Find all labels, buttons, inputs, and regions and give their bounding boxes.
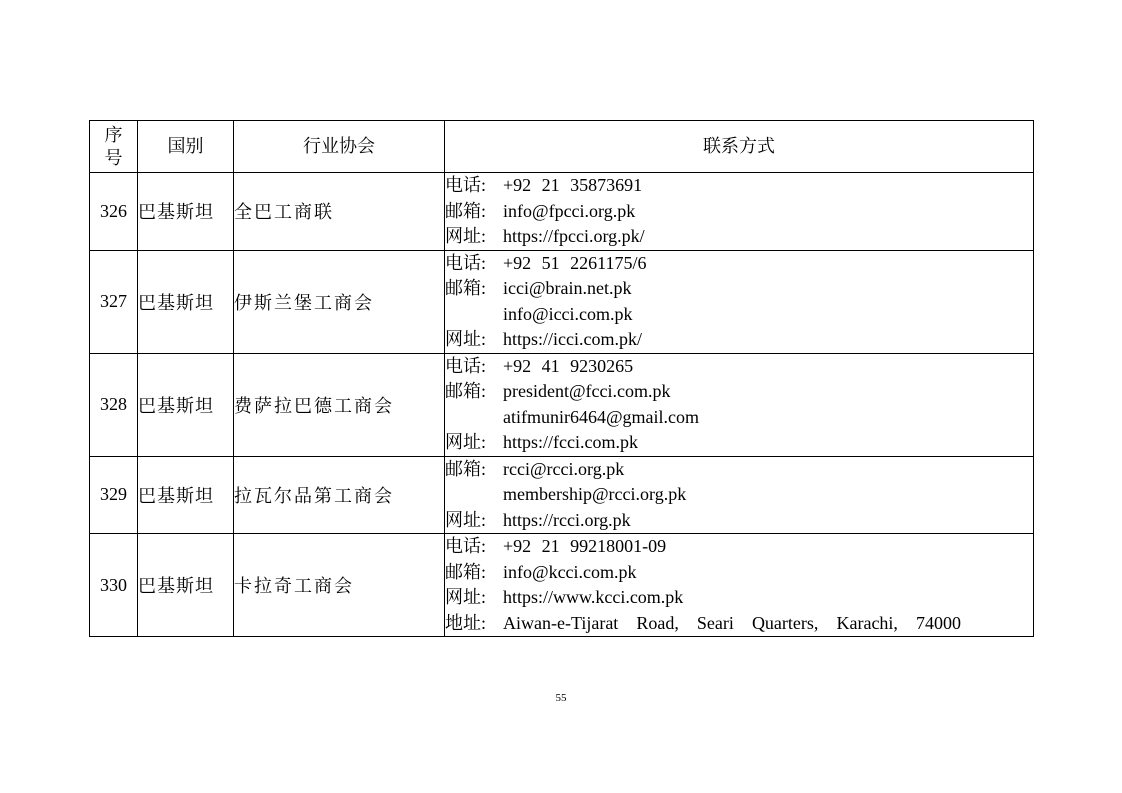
contact-link[interactable]: atifmunir6464@gmail.com — [503, 406, 700, 427]
association-contact-table — [89, 120, 1034, 637]
contact-link[interactable]: info@fpcci.org.pk — [503, 200, 636, 221]
contact-line — [445, 327, 1033, 353]
contact-link[interactable]: https://rcci.org.pk — [503, 509, 631, 530]
contact-link[interactable]: https://fcci.com.pk — [503, 432, 638, 452]
contact-link[interactable]: https://fpcci.org.pk/ — [503, 226, 645, 246]
table-row — [90, 534, 1034, 637]
contact-link[interactable]: info@kcci.com.pk — [503, 561, 637, 582]
contact-label — [445, 482, 503, 508]
row-country: 巴基斯坦 — [138, 534, 234, 637]
contact-line — [445, 224, 1033, 250]
table-row — [90, 353, 1034, 456]
header-country: 国别 — [138, 121, 234, 173]
row-contact — [445, 353, 1034, 456]
contact-line — [445, 276, 1033, 302]
contact-line — [445, 457, 1033, 483]
row-contact — [445, 456, 1034, 534]
table-row — [90, 173, 1034, 251]
header-seq — [90, 121, 138, 173]
row-association: 伊斯兰堡工商会 — [234, 250, 445, 353]
table-header-row — [90, 121, 1034, 173]
row-country: 巴基斯坦 — [138, 173, 234, 251]
address-word: Karachi, — [836, 612, 898, 633]
address-word: Road, — [636, 612, 679, 633]
row-contact — [445, 250, 1034, 353]
contact-link[interactable]: info@icci.com.pk — [503, 303, 633, 324]
address-word: Seari — [696, 612, 734, 633]
contact-label — [445, 302, 503, 328]
contact-label: 邮箱: — [445, 458, 487, 479]
contact-label: 邮箱: — [445, 381, 487, 401]
row-association: 费萨拉巴德工商会 — [234, 353, 445, 456]
table-body — [90, 173, 1034, 637]
row-number: 327 — [90, 250, 138, 353]
contact-line — [445, 534, 1033, 560]
contact-label: 网址: — [445, 432, 487, 452]
header-seq-line2: 号 — [104, 147, 123, 168]
contact-value: +92 51 2261175/6 — [503, 252, 647, 273]
contact-line — [445, 405, 1033, 431]
contact-value — [503, 611, 961, 637]
contact-line — [445, 354, 1033, 380]
address-word: 74000 — [915, 612, 961, 633]
contact-line — [445, 251, 1033, 277]
contact-line — [445, 560, 1033, 586]
header-association: 行业协会 — [234, 121, 445, 173]
contact-line — [445, 302, 1033, 328]
row-country: 巴基斯坦 — [138, 250, 234, 353]
row-association: 全巴工商联 — [234, 173, 445, 251]
row-number: 329 — [90, 456, 138, 534]
table-row — [90, 456, 1034, 534]
contact-link[interactable]: icci@brain.net.pk — [503, 278, 632, 298]
contact-line — [445, 173, 1033, 199]
contact-label: 电话: — [445, 355, 487, 376]
header-seq-line1: 序 — [104, 124, 123, 145]
contact-link[interactable]: https://www.kcci.com.pk — [503, 587, 684, 607]
header-contact: 联系方式 — [445, 121, 1034, 173]
contact-line — [445, 379, 1033, 405]
contact-label: 电话: — [445, 536, 487, 556]
contact-label: 网址: — [445, 226, 487, 246]
contact-label: 网址: — [445, 587, 487, 607]
contact-line — [445, 611, 1033, 637]
contact-value: +92 41 9230265 — [503, 355, 634, 376]
table-row — [90, 250, 1034, 353]
contact-link[interactable]: rcci@rcci.org.pk — [503, 458, 625, 479]
contact-line — [445, 482, 1033, 508]
row-number: 330 — [90, 534, 138, 637]
contact-link[interactable]: https://icci.com.pk/ — [503, 329, 642, 349]
row-number: 328 — [90, 353, 138, 456]
contact-line — [445, 585, 1033, 611]
row-number: 326 — [90, 173, 138, 251]
contact-value: +92 21 99218001-09 — [503, 536, 667, 556]
contact-value: +92 21 35873691 — [503, 175, 643, 195]
contact-line — [445, 430, 1033, 456]
contact-line — [445, 199, 1033, 225]
contact-label: 邮箱: — [445, 561, 487, 582]
contact-label: 邮箱: — [445, 200, 487, 221]
contact-link[interactable]: membership@rcci.org.pk — [503, 484, 687, 504]
row-country: 巴基斯坦 — [138, 456, 234, 534]
contact-label: 网址: — [445, 509, 487, 530]
contact-label: 网址: — [445, 329, 487, 349]
contact-line — [445, 508, 1033, 534]
row-association: 拉瓦尔品第工商会 — [234, 456, 445, 534]
contact-label — [445, 405, 503, 431]
contact-label: 电话: — [445, 252, 487, 273]
row-association: 卡拉奇工商会 — [234, 534, 445, 637]
contact-link[interactable]: president@fcci.com.pk — [503, 381, 671, 401]
row-contact — [445, 534, 1034, 637]
contact-label: 邮箱: — [445, 278, 487, 298]
row-country: 巴基斯坦 — [138, 353, 234, 456]
row-contact — [445, 173, 1034, 251]
page-number: 55 — [555, 692, 567, 704]
address-word: Quarters, — [751, 612, 819, 633]
contact-label: 地址: — [445, 612, 487, 633]
contact-label: 电话: — [445, 175, 487, 195]
address-word: Aiwan-e-Tijarat — [503, 612, 619, 633]
